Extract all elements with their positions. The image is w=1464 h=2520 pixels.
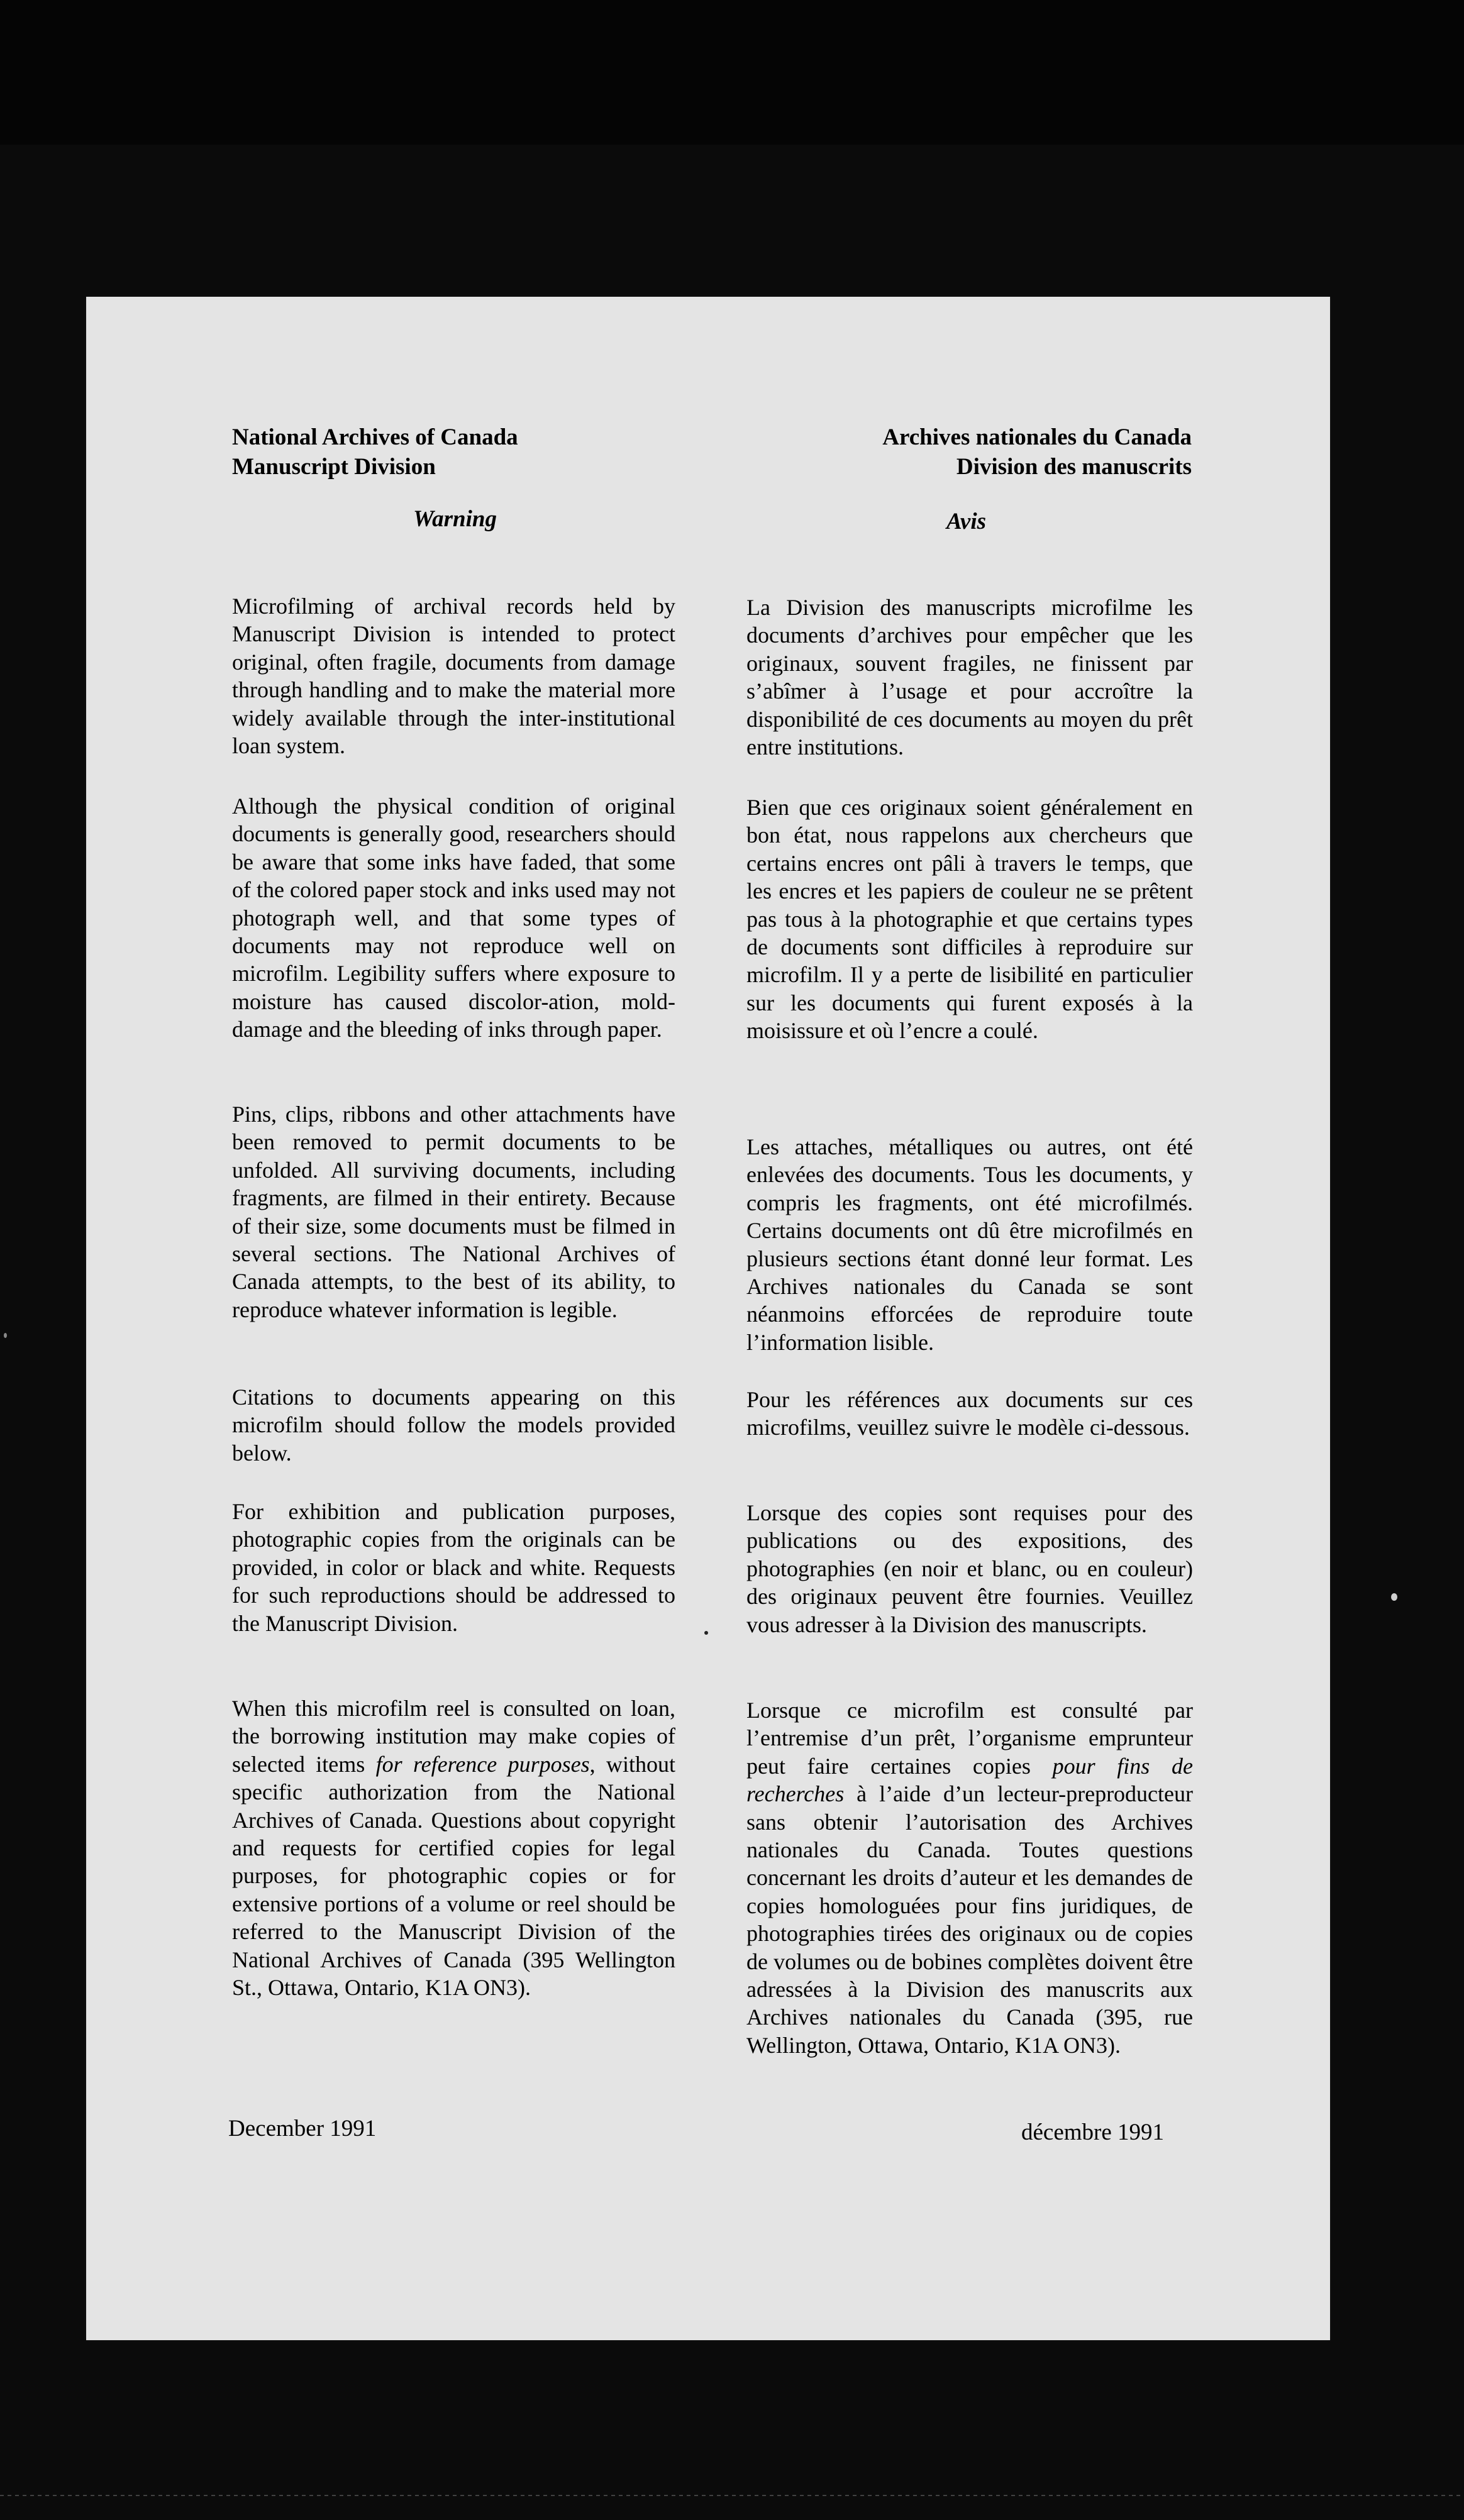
film-top-band	[0, 0, 1464, 145]
fr-paragraph-3: Les attaches, métalliques ou autres, ont été enlevées des documents. Tous les documents, y compris les fragments, ont été microfilmés. Certains documents ont dû être microfilmés en plusieurs sections étant donné leur format. Les Archives nationales du Canada se sont néanmoins efforcées de reproduire toute l’information lisible.	[746, 1134, 1193, 1355]
en-paragraph-2: Although the physical condition of original documents is generally good, researchers should be aware that some inks have faded, that some of the colored paper stock and inks used may not photograph well, and that some types of documents may not reproduce well on microfilm. Legibility suffers where exposure to moisture has caused discolor-ation, mold-damage and the bleeding of inks through paper.	[232, 793, 675, 1042]
document-page	[86, 297, 1330, 2340]
institution-name-fr: Archives nationales du Canada	[882, 424, 1192, 450]
fr-p6-part-b: à l’aide d’un lecteur-preproducteur sans obtenir l’autorisation des Archives nationales du Canada. Toutes questions concernant les droits d’auteur et les demandes de copies homologuées pour fins juridiques, de photographies tirées des originaux ou de copies de volumes ou de bobines complètes doivent être adressées à la Division des manuscrits aux Archives nationales du Canada (395, rue Wellington, Ottawa, Ontario, K1A ON3).	[746, 1781, 1193, 2058]
en-paragraph-3: Pins, clips, ribbons and other attachments have been removed to permit documents to be unfolded. All surviving documents, including fragments, are filmed in their entirety. Because of their size, some documents must be filmed in several sections. The National Archives of Canada attempts, to the best of its ability, to reproduce whatever information is legible.	[232, 1102, 675, 1322]
ink-speck	[704, 1631, 708, 1635]
fr-paragraph-2: Bien que ces originaux soient généralement en bon état, nous rappelons aux chercheurs que certains encres ont pâli à travers le temps, que les encres et les papiers de couleur ne se prêtent pas tous à la photographie et que certains types de documents sont difficiles à reproduire sur microfilm. Il y a perte de lisibilité en particulier sur les documents qui furent exposés à la moisissure et où l’encre a coulé.	[746, 795, 1193, 1044]
film-speck	[4, 1333, 7, 1338]
fr-paragraph-4: Pour les références aux documents sur ces microfilms, veuillez suivre le modèle ci-dessous.	[746, 1387, 1193, 1440]
en-paragraph-6	[232, 1694, 675, 2001]
film-edge-marks	[0, 2495, 1464, 2496]
division-name-fr: Division des manuscrits	[956, 454, 1192, 480]
fr-paragraph-6	[746, 1696, 1193, 2059]
date-fr: décembre 1991	[1021, 2119, 1165, 2145]
institution-name-en: National Archives of Canada	[232, 424, 518, 450]
en-p6-part-a: When this microfilm reel is consulted on loan, the borrowing institution may make copies of selected items	[232, 1696, 675, 1777]
title-avis: Avis	[946, 509, 987, 534]
header-left	[232, 423, 518, 482]
en-paragraph-5: For exhibition and publication purposes, photographic copies from the originals can be provided, in color or black and white. Requests for such reproductions should be addressed to the Manuscript Division.	[232, 1499, 675, 1636]
en-p6-emphasis: for reference purposes	[375, 1751, 590, 1777]
division-name-en: Manuscript Division	[232, 454, 436, 480]
fr-paragraph-5: Lorsque des copies sont requises pour des publications ou des expositions, des photographies (en noir et blanc, ou en couleur) des originaux peuvent être fournies. Veuillez vous adresser à la Division des manuscripts.	[746, 1500, 1193, 1637]
title-warning: Warning	[413, 506, 497, 532]
fr-p6-emphasis: pour fins de recherches	[746, 1753, 1193, 1807]
fr-p6-part-a: Lorsque ce microfilm est consulté par l’entremise d’un prêt, l’organisme emprunteur peut faire certaines copies	[746, 1698, 1193, 1779]
en-paragraph-1: Microfilming of archival records held by Manuscript Division is intended to protect original, often fragile, documents from damage through handling and to make the material more widely available through the inter-institutional loan system.	[232, 594, 675, 759]
en-paragraph-4: Citations to documents appearing on this microfilm should follow the models provided below.	[232, 1384, 675, 1466]
film-speck	[1391, 1593, 1397, 1601]
date-en: December 1991	[228, 2116, 377, 2141]
fr-paragraph-1: La Division des manuscripts microfilme les documents d’archives pour empêcher que les originaux, souvent fragiles, ne finissent par s’abîmer à l’usage et pour accroître la disponibilité de ces documents au moyen du prêt entre institutions.	[746, 595, 1193, 760]
en-p6-part-b: , without specific authorization from the National Archives of Canada. Questions about copyright and requests for certified copies for legal purposes, for photographic copies or for extensive portions of a volume or reel should be referred to the Manuscript Division of the National Archives of Canada (395 Wellington St., Ottawa, Ontario, K1A ON3).	[232, 1751, 675, 2001]
header-right	[882, 423, 1192, 482]
